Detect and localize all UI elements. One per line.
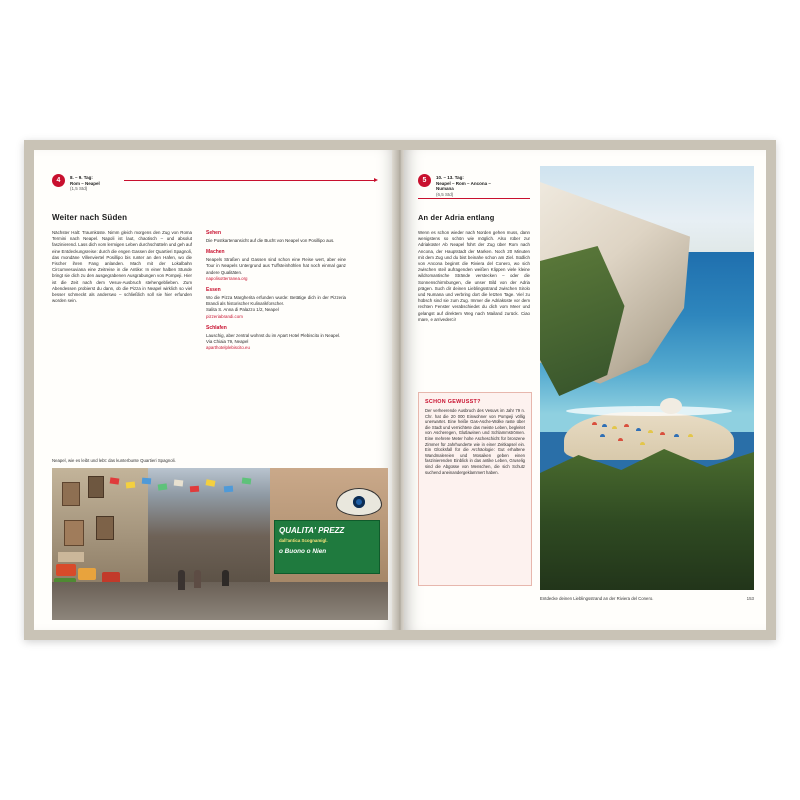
beach-umbrella [660, 432, 665, 435]
bunting-flag [242, 477, 252, 484]
beach-umbrella [640, 442, 645, 445]
section-link[interactable]: aparthotelplebiscito.eu [206, 345, 250, 351]
section-link[interactable]: pizzeriabrandi.com [206, 313, 243, 319]
day-range: 8. – 9. Tag: [70, 175, 93, 180]
did-you-know-box [418, 392, 532, 586]
surf-foam [566, 406, 732, 416]
right-main-text: Wenn es schon wieder nach Norden gehen muss, dann wenigstens so schön wie möglich. Also rüber zur Adriaküste! Ab Neapel führt der Zug über Rom nach Ancona, der Hauptstadt der Marken. Noch 20 Minuten mit dem Zug und du bist beinahe schon am Ziel. Südlich von Ancona beginnt die Riviera del Conero, wo sich zwischen steil aufragenden weißen Klippen viele kleine wildromantische Strände verstecken – oder die Sonnenschirmbungen, die unser Bild von der Adria prägen. Such dir deinen Lieblingsstrand zwischen Sirolo und Numana und verbring dort die letzten Tage. Viel zu hübsch sind sie zum Zug. Immer die Adriaküste vor dem rechten Fenster verabschiedet du dich vom Meer und gelangst auf direktem Weg nach Mailand zurück. Ciao mare, e arrivederci! [418, 230, 530, 322]
section-schlafen [206, 325, 346, 352]
bunting-flag [174, 480, 184, 487]
day-route: Rom – Neapel [70, 180, 100, 186]
day-number-badge: 5 [418, 174, 431, 187]
day-route-2: Numana [436, 186, 454, 192]
pedestrian [194, 570, 201, 588]
section-text: Neapels Straßen und Gassen sind schon eine Reise wert, aber eine Tour in Neapels Untergrund aus Tuffsteinhöhlen hat noch einmal ganz andere Qualitäten. [206, 257, 346, 275]
pedestrian [178, 570, 185, 590]
window [62, 482, 80, 506]
section-title: Sehen [206, 230, 222, 236]
window [88, 476, 104, 498]
section-title: Essen [206, 287, 221, 294]
beach-umbrella [618, 438, 623, 441]
beach-umbrella [674, 434, 679, 437]
painted-eye-icon [336, 488, 382, 516]
bunting-flag [126, 482, 136, 489]
produce-crate [78, 568, 96, 580]
bunting-flag [224, 486, 233, 493]
beach-umbrella [602, 424, 607, 427]
day-duration: (1,5 Std) [70, 186, 88, 192]
pedestrian [222, 570, 229, 586]
day-route: Neapel – Rom – Ancona – [436, 180, 491, 186]
sign-line-2: dall'antica Scognamigl. [279, 538, 328, 543]
section-link[interactable]: napolisotterranea.org [206, 275, 248, 281]
day-duration: (6,5 Std) [436, 191, 454, 197]
beach-umbrella [648, 430, 653, 433]
sign-line-3: o Buono o Nien [279, 548, 327, 555]
left-column-1 [52, 230, 192, 308]
left-column-2 [206, 230, 346, 356]
right-photo-caption: Entdecke deinen Lieblingsstrand an der Riviera del Conero. [540, 596, 654, 601]
section-text: Lauschig, aber zentral wohnst du im Apart Hotel Plebiscito in Neapel. [206, 332, 341, 338]
left-page-heading: Weiter nach Süden [52, 213, 128, 222]
foreground-foliage [540, 440, 754, 590]
bunting-flag [158, 483, 168, 490]
window [96, 516, 114, 540]
section-title: Machen [206, 249, 225, 256]
bunting-flag [142, 478, 151, 485]
section-text: Die Postkartenansicht auf die Bucht von Neapel von Posillipo aus. [206, 238, 335, 243]
right-page [404, 150, 766, 630]
day-label-left [70, 174, 100, 192]
infobox-text: Der verheerende Ausbruch des Vesuvs im Jahr 79 n. Chr. hat die 20 000 Einwohner von Pompeji völlig unerwartet. Eine heiße Gas-Asche-Wolke raste über die Stadt und vernichtete das meiste Leben, begleitet von Ascheregen, Glutlawinen und Schlammströmen. Eine mehrere Meter hohe Ascheschicht für bronzene Zimmer für Jahrhunderte wie in einer Zeitkapsel ein. Ein Glücksfall für die Archäologie: Gut erhaltene Wandmalereien und Mosaiken geben einen faszinierenden Einblick in das antike Leben, Gruselig sind die Abgüsse von Menschen, die sich Schutz suchend aneinandergeklammert haben. [425, 408, 525, 475]
conero-beach-photo [540, 166, 754, 590]
day-marker-right [418, 174, 491, 197]
day-range: 10. – 13. Tag: [436, 175, 464, 180]
shop-sign [274, 520, 380, 574]
bunting-flag [190, 486, 199, 493]
cobblestone-street [52, 582, 388, 620]
left-main-text: Nächster Halt: Traumküste. Nimm gleich morgens den Zug von Roma Termini nach Neapel. Napoli ist laut, chaotisch – und absolut faszinierend. Lass dich vom lermigen Leben durchschütteln und geh auf eine Entdeckungsreise: durch die engen Gassen der Quartieri Spagnoli, das mondäne Villenviertel Posillipo bis runter an den Hafen, wo die Fischer ihren Fang anlanden. Mach mit der Lokalbahn Circumvesuviana eine Zeitreise in die Antike: In einer halben Stunde bringt sie dich zu den ausgegrabenen Ausgrabungen von Pompeji. Hier ist die Zeit nach dem Vesuv-Ausbruch stehengeblieben. Zum Abendessen probierst du dann, ob die Pizza in Neapel wirklich so viel besser schmeckt als anderswo – schließlich soll sie hier erfunden worden sein. [52, 230, 192, 304]
section-title: Schlafen [206, 324, 227, 331]
page-number: 153 [746, 596, 754, 601]
bunting-flag [206, 479, 216, 486]
shore-rock [660, 398, 682, 414]
naples-alley-photo [52, 468, 388, 620]
section-address: Salita S. Anna di Palazzo 1/2, Neapel [206, 307, 279, 313]
beach-umbrella [688, 434, 693, 437]
left-page [34, 150, 396, 630]
right-page-heading: An der Adria entlang [418, 213, 495, 222]
day-number-badge: 4 [52, 174, 65, 187]
beach-umbrella [592, 422, 597, 425]
sign-line-1: QUALITA' PREZZ [279, 526, 345, 535]
window [64, 520, 84, 546]
beach-umbrella [624, 424, 629, 427]
beach-umbrella [612, 426, 617, 429]
open-book [24, 140, 776, 640]
produce-crate [56, 564, 76, 576]
infobox-title: SCHON GEWUSST? [425, 399, 481, 405]
awning [58, 552, 84, 562]
section-machen [206, 249, 346, 282]
right-column-1 [418, 230, 530, 327]
left-photo-caption: Neapel, wie es leibt und lebt: das kunterbunte Quartieri Spagnoli. [52, 458, 176, 463]
section-essen [206, 287, 346, 320]
section-sehen [206, 230, 346, 244]
beach-umbrella [636, 428, 641, 431]
day-rule-left [124, 180, 374, 181]
section-address: Via Chiaia 79, Neapel [206, 339, 249, 345]
arrow-right-icon [374, 178, 378, 182]
day-label-right [436, 174, 491, 197]
day-marker-left [52, 174, 100, 192]
day-rule-right [418, 198, 530, 199]
bunting-flag [110, 477, 120, 484]
section-text: Wo die Pizza Margherita erfunden wurde: Betätige dich in der Pizzeria Brandi als historischer Kulinarikforscher. [206, 295, 346, 307]
beach-umbrella [600, 434, 605, 437]
